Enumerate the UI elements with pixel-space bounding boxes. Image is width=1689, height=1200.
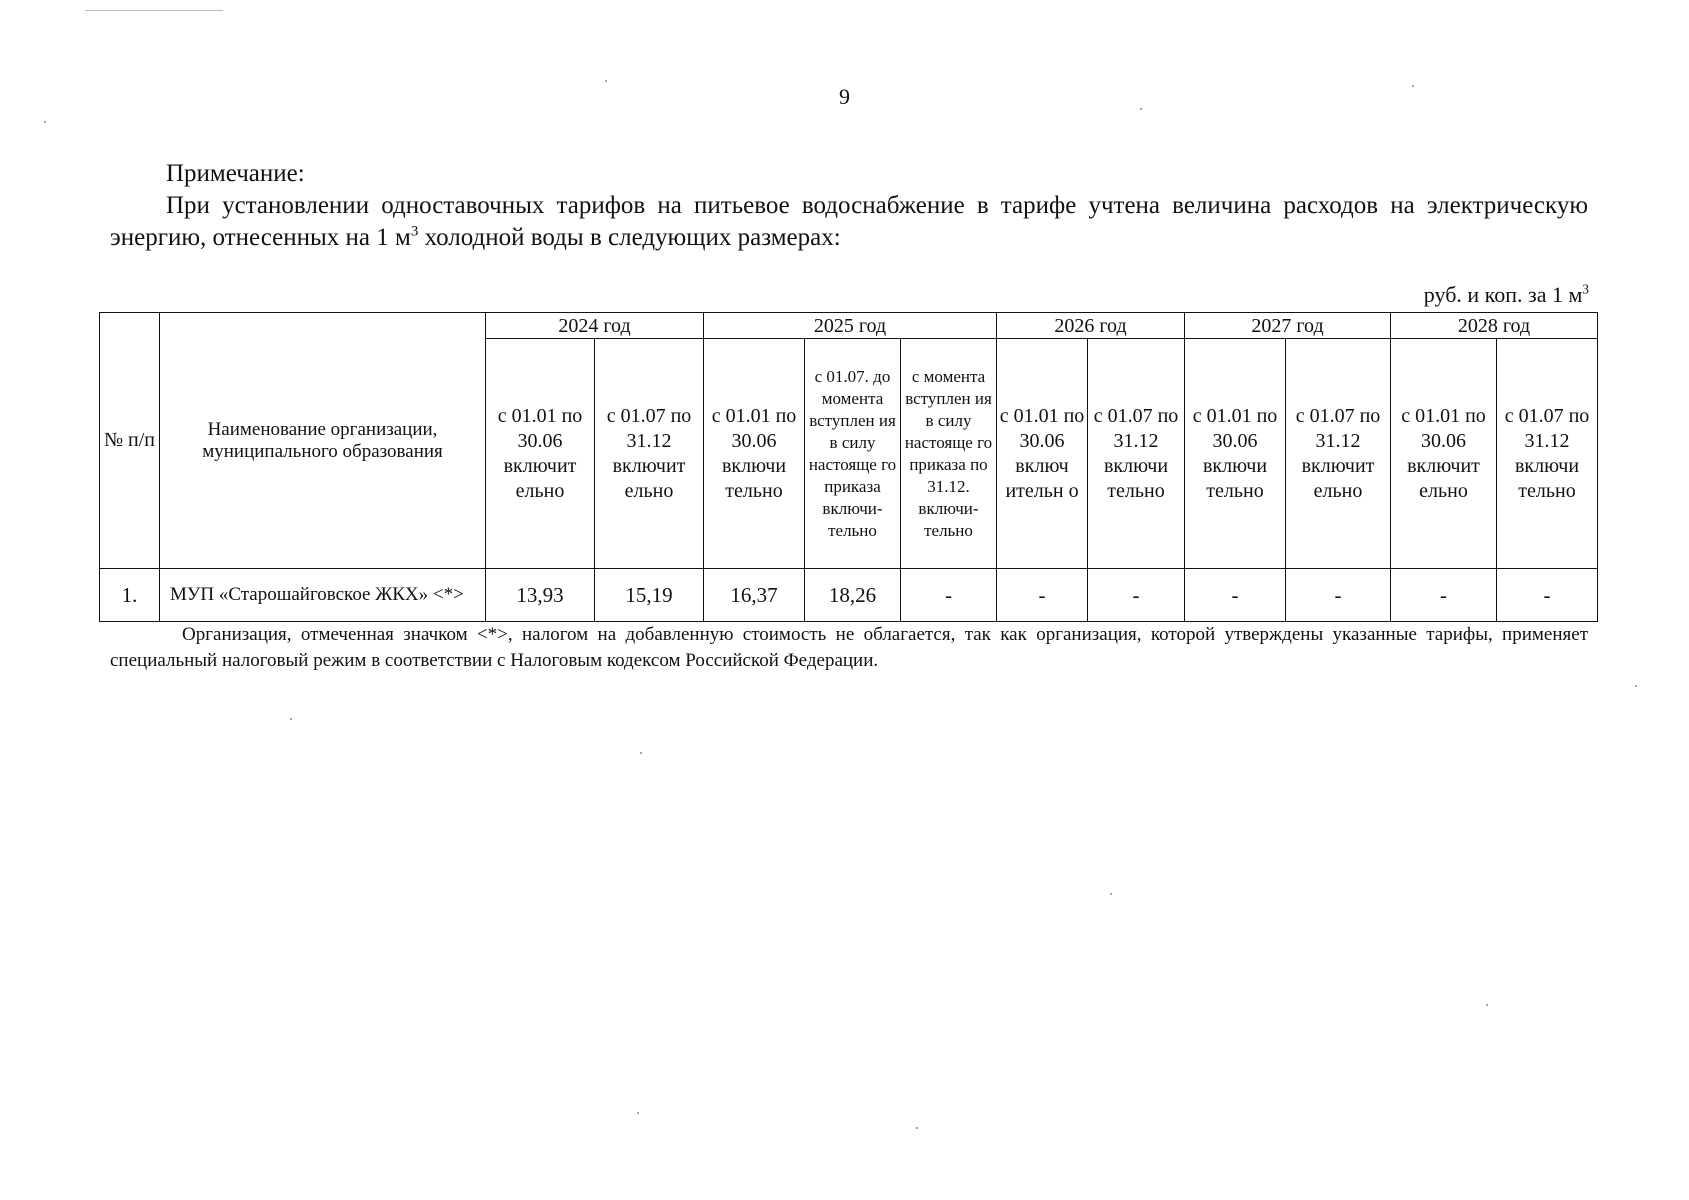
scan-speck bbox=[1486, 1004, 1488, 1006]
year-header-row bbox=[100, 313, 1598, 339]
header-period: с 01.07 по 31.12 включит ельно bbox=[595, 339, 704, 569]
row-number: 1. bbox=[100, 569, 160, 622]
scan-speck bbox=[605, 80, 607, 82]
note-title: Примечание: bbox=[166, 160, 305, 187]
header-period: с 01.01 по 30.06 включит ельно bbox=[1391, 339, 1497, 569]
tariff-value: - bbox=[1185, 569, 1286, 622]
units-label bbox=[1424, 282, 1589, 308]
units-superscript: 3 bbox=[1582, 281, 1589, 297]
tariff-value: - bbox=[1088, 569, 1185, 622]
scan-speck bbox=[1140, 108, 1142, 110]
header-year-2026: 2026 год bbox=[997, 313, 1185, 339]
tariff-table bbox=[99, 312, 1598, 622]
header-period: с 01.01 по 30.06 включи тельно bbox=[704, 339, 805, 569]
header-year-2025: 2025 год bbox=[704, 313, 997, 339]
tariff-value: - bbox=[1497, 569, 1598, 622]
note-text-superscript: 3 bbox=[410, 223, 419, 240]
header-period: с 01.07 по 31.12 включи тельно bbox=[1088, 339, 1185, 569]
note-text-end: холодной воды в следующих размерах: bbox=[418, 224, 841, 251]
footnote: Организация, отмеченная значком <*>, налогом на добавленную стоимость не облагается, так как организация, которой утверждены указанные тарифы, применяет специальный налоговый режим в соответствии с Налоговым кодексом Российской Федерации. bbox=[110, 624, 1588, 671]
units-text: руб. и коп. за 1 м bbox=[1423, 282, 1583, 307]
header-period: с 01.01 по 30.06 включи тельно bbox=[1185, 339, 1286, 569]
header-number: № п/п bbox=[100, 313, 160, 569]
scan-top-line bbox=[85, 10, 223, 11]
scan-speck bbox=[290, 718, 292, 720]
note-text-body: При установлении одноставочных тарифов на питьевое водоснабжение в тарифе учтена величина расходов на электрическую энергию, отнесенных на 1 м bbox=[110, 192, 1588, 251]
header-period: с 01.07. до момента вступлен ия в силу настояще го приказа включи-тельно bbox=[805, 339, 901, 569]
row-organization: МУП «Старошайговское ЖКХ» <*> bbox=[160, 569, 486, 622]
scan-speck bbox=[640, 752, 642, 754]
tariff-value: - bbox=[901, 569, 997, 622]
header-year-2024: 2024 год bbox=[486, 313, 704, 339]
tariff-value: - bbox=[1391, 569, 1497, 622]
table-row bbox=[100, 569, 1598, 622]
header-period: с момента вступлен ия в силу настояще го приказа по 31.12. включи-тельно bbox=[901, 339, 997, 569]
scan-speck bbox=[637, 1112, 639, 1114]
header-period: с 01.01 по 30.06 включит ельно bbox=[486, 339, 595, 569]
header-year-2027: 2027 год bbox=[1185, 313, 1391, 339]
scan-speck bbox=[1110, 893, 1112, 895]
header-period: с 01.07 по 31.12 включи тельно bbox=[1497, 339, 1598, 569]
header-organization: Наименование организации, муниципального образования bbox=[160, 313, 486, 569]
tariff-value: - bbox=[1286, 569, 1391, 622]
header-year-2028: 2028 год bbox=[1391, 313, 1598, 339]
scan-speck bbox=[44, 121, 46, 123]
tariff-value: 16,37 bbox=[704, 569, 805, 622]
tariff-value: - bbox=[997, 569, 1088, 622]
tariff-value: 13,93 bbox=[486, 569, 595, 622]
page-number: 9 bbox=[839, 84, 850, 109]
tariff-value: 18,26 bbox=[805, 569, 901, 622]
header-period: с 01.01 по 30.06 включ ительн о bbox=[997, 339, 1088, 569]
scan-speck bbox=[1635, 685, 1637, 687]
header-period: с 01.07 по 31.12 включит ельно bbox=[1286, 339, 1391, 569]
scan-speck bbox=[916, 1127, 918, 1129]
tariff-value: 15,19 bbox=[595, 569, 704, 622]
scan-speck bbox=[1412, 85, 1414, 87]
note-text bbox=[110, 190, 1588, 254]
